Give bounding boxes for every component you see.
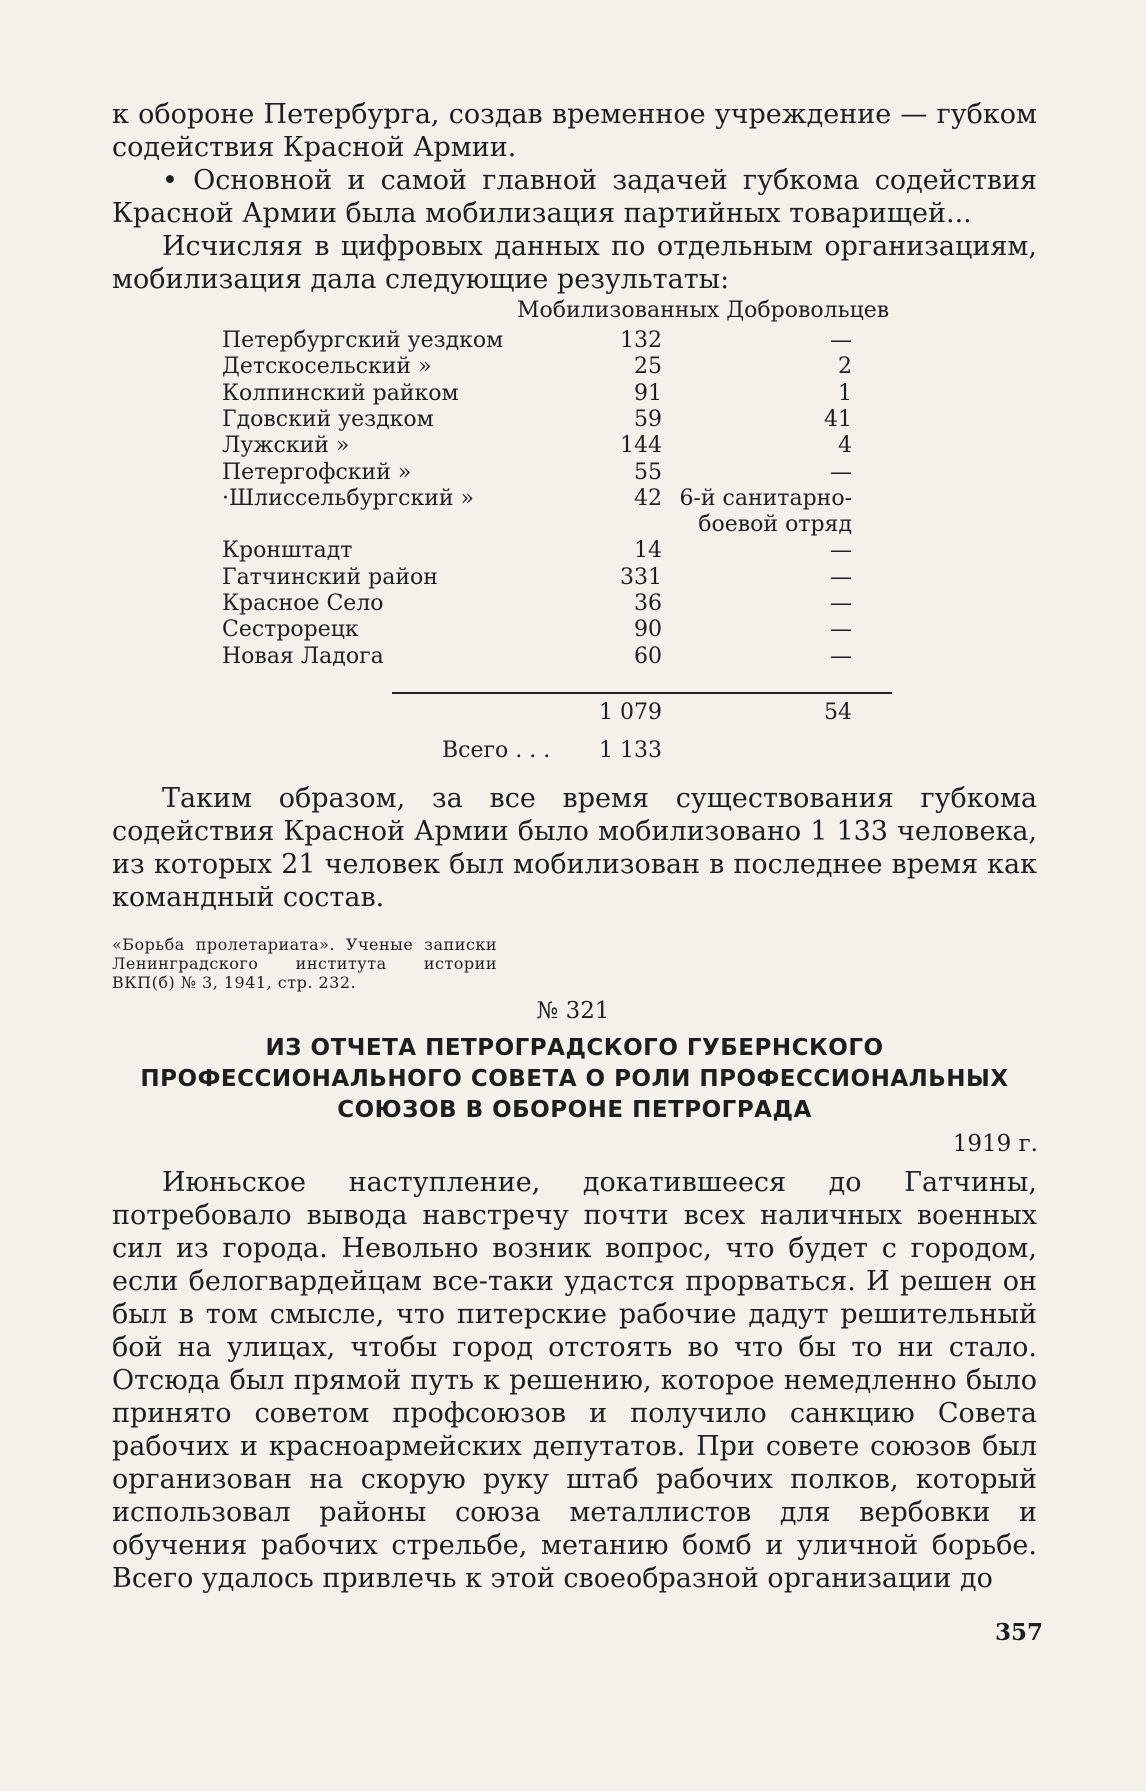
summary-text: [112, 782, 1037, 914]
paragraph-2: • Основной и самой главной задачей губкома содействия Красной Армии была мобилизация партийных товарищей...: [112, 165, 1037, 229]
row-organization: ·Шлиссельбургский »: [222, 485, 475, 511]
table-row: [222, 512, 902, 538]
row-volunteers: 41: [824, 406, 852, 432]
row-volunteers: —: [830, 564, 852, 590]
row-volunteers: —: [830, 617, 852, 643]
row-mobilized: 25: [634, 354, 662, 380]
row-organization: Петергофский »: [222, 459, 412, 485]
document-number: № 321: [536, 998, 610, 1024]
row-organization: Гдовский уездком: [222, 406, 434, 432]
row-volunteers: 4: [838, 433, 852, 459]
table-row: [222, 486, 902, 512]
sum-volunteers: 54: [824, 700, 852, 725]
table-row: [222, 565, 902, 591]
row-volunteers: —: [830, 328, 852, 353]
row-mobilized: 55: [634, 459, 662, 485]
row-volunteers: боевой отряд: [698, 512, 852, 538]
table-row: [222, 381, 902, 407]
table-row: [222, 617, 902, 643]
row-organization: Лужский »: [222, 433, 350, 459]
row-mobilized: 36: [634, 591, 662, 616]
report-text: [112, 1166, 1037, 1595]
row-mobilized: 91: [634, 380, 662, 406]
table-row: [222, 407, 902, 433]
table-row: [222, 433, 902, 459]
table-row: [222, 328, 902, 354]
row-mobilized: 132: [620, 328, 662, 353]
page-number: 357: [995, 1619, 1044, 1646]
opening-text: [112, 98, 1037, 296]
row-volunteers: —: [830, 591, 852, 616]
table-row: [222, 538, 902, 564]
citation: «Борьба пролетариата». Ученые записки Ленинградского института истории ВКП(б) № 3, 1941, стр. 232.: [112, 935, 497, 992]
row-volunteers: —: [830, 643, 852, 669]
row-mobilized: 60: [634, 643, 662, 669]
row-organization: Кронштадт: [222, 538, 353, 564]
row-mobilized: 14: [634, 538, 662, 564]
row-mobilized: 59: [634, 406, 662, 432]
document-year: 1919 г.: [952, 1131, 1038, 1157]
sum-rule: [392, 692, 892, 694]
row-volunteers: 1: [838, 380, 852, 406]
table-row: [222, 354, 902, 380]
table-row: [222, 644, 902, 670]
row-mobilized: 42: [634, 485, 662, 511]
row-mobilized: 144: [620, 433, 662, 459]
paragraph-4: Таким образом, за все время существования губкома содействия Красной Армии было мобилизовано 1 133 человека, из которых 21 человек был мобилизован в последнее время как командный состав.: [112, 783, 1037, 913]
row-organization: Сестрорецк: [222, 617, 359, 643]
row-volunteers: —: [830, 538, 852, 564]
table-row: [222, 460, 902, 486]
paragraph-1: к обороне Петербурга, создав временное учреждение — губком содействия Красной Армии.: [112, 99, 1037, 163]
table-row: [222, 591, 902, 617]
paragraph-5: Июньское наступление, докатившееся до Гатчины, потребовало вывода навстречу почти всех наличных военных сил из города. Невольно возник вопрос, что будет с городом, если белогвардейцам все-таки удастся прорваться. И решен он был в том смысле, что питерские рабочие дадут решительный бой на улицах, чтобы город отстоять во что бы то ни стало. Отсюда был прямой путь к решению, которое немедленно было принято советом профсоюзов и получило санкцию Совета рабочих и красноармейских депутатов. При совете союзов был организован на скорую руку штаб рабочих полков, который использовал районы союза металлистов для вербовки и обучения рабочих стрельбе, метанию бомб и уличной борьбе. Всего удалось привлечь к этой своеобразной организации до: [112, 1167, 1037, 1594]
row-organization: Новая Ладога: [222, 643, 384, 669]
row-volunteers: —: [830, 459, 852, 485]
row-organization: Детскосельский »: [222, 354, 432, 380]
row-organization: Петербургский уездком: [222, 328, 504, 353]
row-organization: Красное Село: [222, 591, 384, 616]
row-organization: Колпинский райком: [222, 380, 459, 406]
row-mobilized: 331: [620, 564, 662, 590]
row-mobilized: 90: [634, 617, 662, 643]
document-heading: ИЗ ОТЧЕТА ПЕТРОГРАДСКОГО ГУБЕРНСКОГО ПРОФЕССИОНАЛЬНОГО СОВЕТА О РОЛИ ПРОФЕССИОНАЛЬНЫХ СОЮЗОВ В ОБОРОНЕ ПЕТРОГРАДА: [140, 1035, 1009, 1123]
sum-mobilized: 1 079: [599, 700, 662, 725]
row-organization: Гатчинский район: [222, 564, 438, 590]
paragraph-3: Исчисляя в цифровых данных по отдельным организациям, мобилизация дала следующие результаты:: [112, 231, 1037, 295]
total-value: 1 133: [599, 738, 662, 763]
table-header: Мобилизованных Добровольцев: [517, 298, 890, 323]
row-volunteers: 2: [838, 354, 852, 380]
table-total-row: [222, 738, 902, 764]
table-sum-row: [222, 700, 902, 726]
row-volunteers: 6-й санитарно-: [679, 485, 852, 511]
total-label: Всего . . .: [442, 738, 551, 763]
